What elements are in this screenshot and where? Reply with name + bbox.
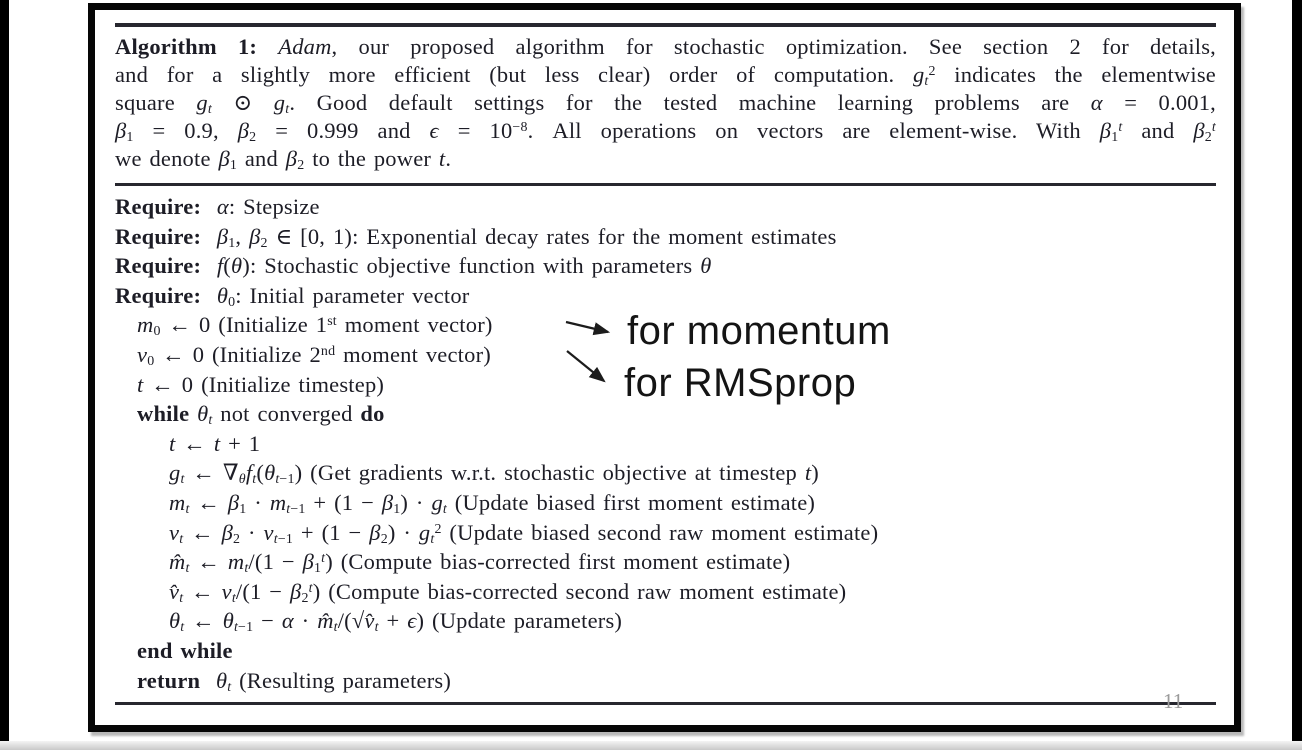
second-moment-update-line: $v_t$ ← $\beta_2 \cdot v_{t-1} + (1 - \beta_2) \cdot g_t^2$ (Update biased second raw moment estimate) [169, 519, 879, 547]
while-line: while $\theta_t$ not converged do [137, 401, 385, 429]
bottom-rule [115, 702, 1216, 705]
gradient-line: $g_t$ ← $\nabla_\theta f_t(\theta_{t-1})$ (Get gradients w.r.t. stochastic objective at timestep t) [169, 460, 819, 488]
first-moment-update-line: $m_t$ ← $\beta_1 \cdot m_{t-1} + (1 - \beta_1) \cdot g_t$ (Update biased first moment estimate) [169, 489, 816, 517]
init-timestep-line: t ← 0 (Initialize timestep) [137, 371, 385, 397]
caption-line: and for a slightly more efficient (but less clear) order of computation. $g_t^2$ indicates the elementwise [115, 62, 1216, 90]
bias-corrected-second-line: $v̂_t$ ← $v_t/(1 - \beta_2^t)$ (Compute bias-corrected second raw moment estimate) [169, 578, 847, 606]
top-rule [115, 23, 1216, 27]
caption-line: we denote $\beta_1$ and $\beta_2$ to the power t. [115, 146, 452, 174]
increment-timestep-line: t ← t + 1 [169, 430, 261, 456]
end-while-line: end while [137, 637, 233, 663]
mid-rule [115, 183, 1216, 186]
caption-line: square $g_t$ ⊙ $g_t$. Good default settings for the tested machine learning problems are α = 0.001, [115, 90, 1217, 118]
left-letterbox-bar [0, 0, 9, 741]
bottom-strip [0, 741, 1302, 750]
parameter-update-line: $\theta_t$ ← $\theta_{t-1} - \alpha$ · $m̂_t/(√v̂_t + \epsilon)$ (Update parameters) [169, 608, 623, 636]
require-decay-rates-line: Require: $\beta_1$, $\beta_2$ ∈ [0, 1): Exponential decay rates for the moment estimates [115, 223, 837, 251]
annotation-rmsprop: for RMSprop [624, 361, 857, 405]
require-objective-line: Require: f(θ): Stochastic objective function with parameters θ [115, 253, 712, 279]
return-line: return $\theta_t$ (Resulting parameters) [137, 667, 452, 695]
annotation-momentum: for momentum [627, 309, 891, 353]
right-letterbox-bar [1292, 0, 1302, 741]
require-stepsize-line: Require: α: Stepsize [115, 194, 320, 219]
init-second-moment-line: $v_0$ ← 0 (Initialize 2nd moment vector) [137, 341, 491, 370]
bias-corrected-first-line: $m̂_t$ ← $m_t/(1 - \beta_1^t)$ (Compute bias-corrected first moment estimate) [169, 549, 791, 577]
caption-line: Algorithm 1: Adam, our proposed algorithm for stochastic optimization. See section 2 for details, [115, 34, 1216, 59]
init-first-moment-line: $m_0$ ← 0 (Initialize 1st moment vector) [137, 312, 493, 340]
algorithm-body [115, 192, 1216, 695]
require-initial-params-line: Require: $\theta_0$: Initial parameter vector [115, 282, 470, 310]
caption-line: $\beta_1 = 0.9$, $\beta_2 = 0.999$ and $\epsilon = 10^{-8}$. All operations on vectors are element-wise. With $\beta_1^t$ and $\beta_2^t$ [115, 118, 1216, 146]
algorithm-caption [115, 33, 1216, 173]
page-number: 11 [1163, 689, 1184, 713]
